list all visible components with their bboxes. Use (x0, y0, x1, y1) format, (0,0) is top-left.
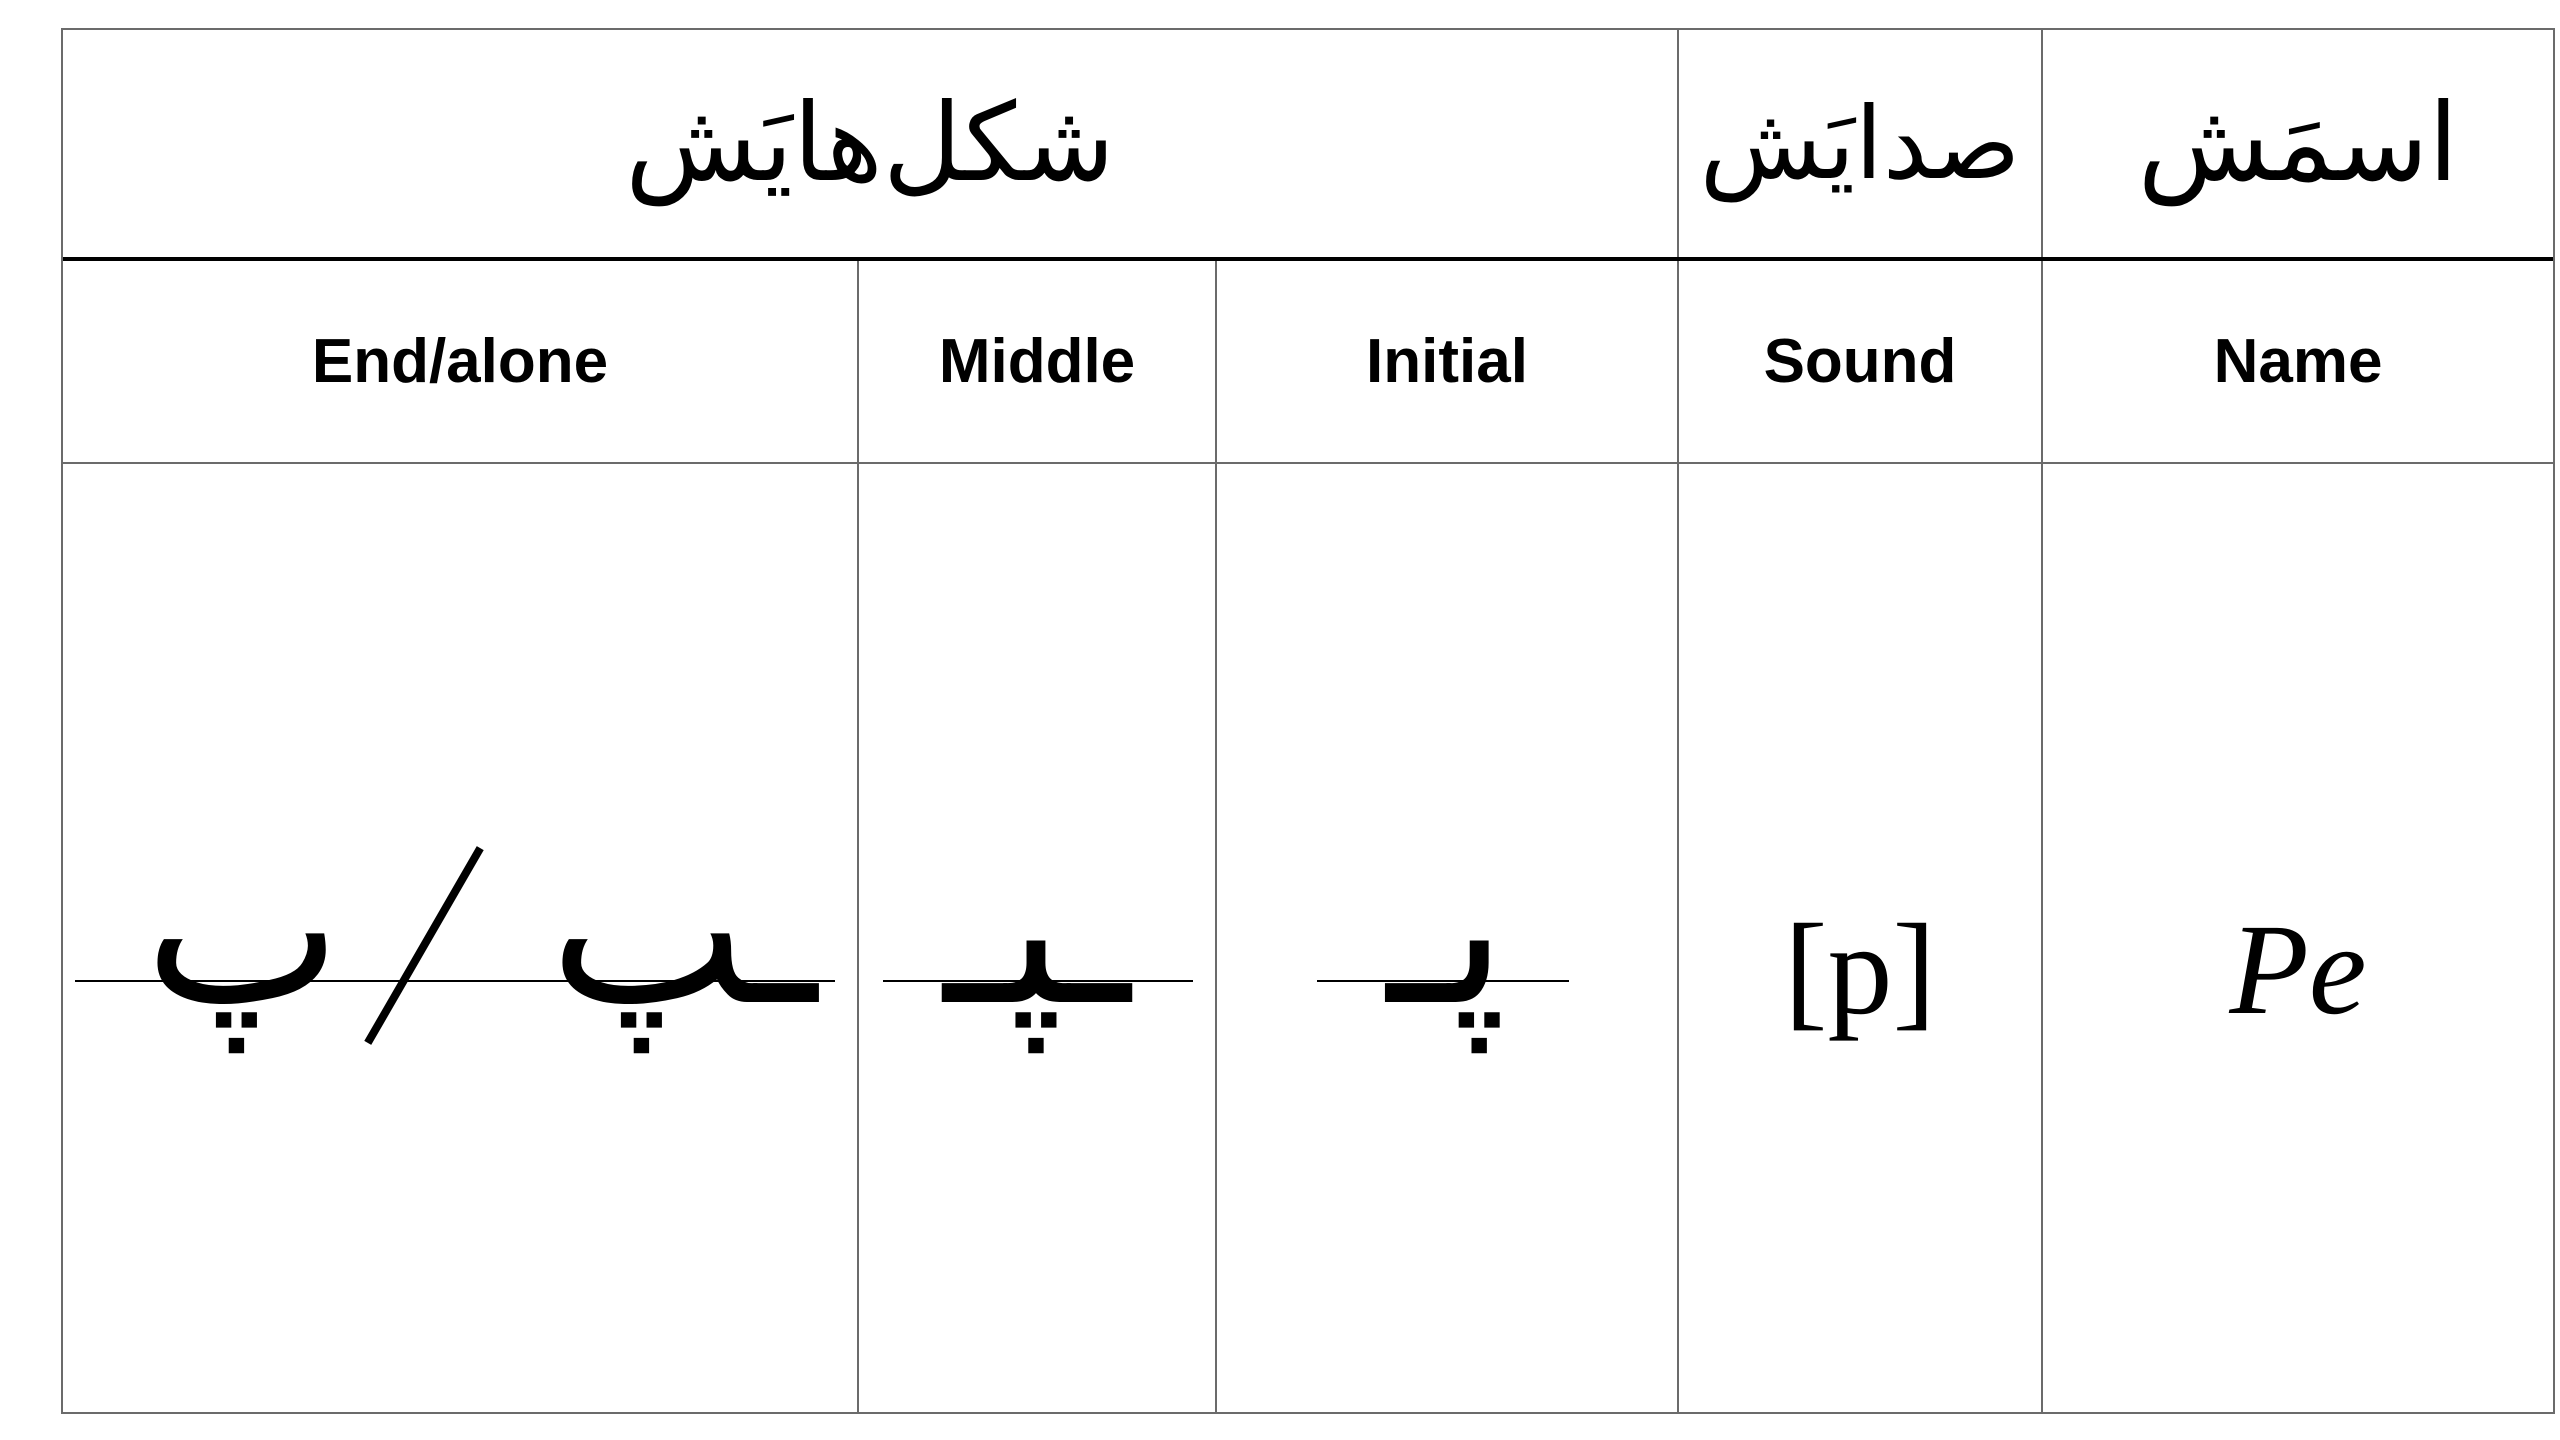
middle-header (859, 261, 1215, 462)
name-value: Pe (2229, 898, 2367, 1042)
initial-label: Initial (1366, 327, 1528, 396)
end-alone-label: End/alone (311, 327, 609, 396)
middle-form-cell (859, 800, 1215, 1060)
initial-form-cell (1217, 800, 1677, 1060)
sound-title: صدایَش (1699, 85, 2021, 202)
forms-title: شکل‌هایَش (625, 81, 1115, 206)
end-alone-header (63, 261, 857, 462)
sound-value: [p] (1784, 898, 1936, 1042)
letter-pe-initial: پـ (1387, 807, 1507, 1052)
initial-header (1217, 261, 1677, 462)
name-label: Name (2213, 327, 2383, 396)
subheader-divider (63, 462, 2553, 464)
sound-cell (1679, 870, 2041, 1070)
letter-table (61, 28, 2555, 1414)
letter-pe-medial: ـپـ (943, 807, 1131, 1052)
forms-header-cell (63, 30, 1677, 258)
name-header (2043, 261, 2553, 462)
sound-header (1679, 261, 2041, 462)
sound-header-cell (1679, 30, 2041, 258)
letter-pe-isolated: پ (144, 807, 342, 1052)
end-form-alone (103, 800, 383, 1060)
letter-pe-final: ـپ (549, 807, 817, 1052)
middle-label: Middle (938, 327, 1136, 396)
end-form-final (523, 800, 843, 1060)
name-title: اسمَش (2137, 81, 2459, 206)
sound-label: Sound (1763, 327, 1957, 396)
name-header-cell (2043, 30, 2553, 258)
name-cell (2043, 870, 2553, 1070)
